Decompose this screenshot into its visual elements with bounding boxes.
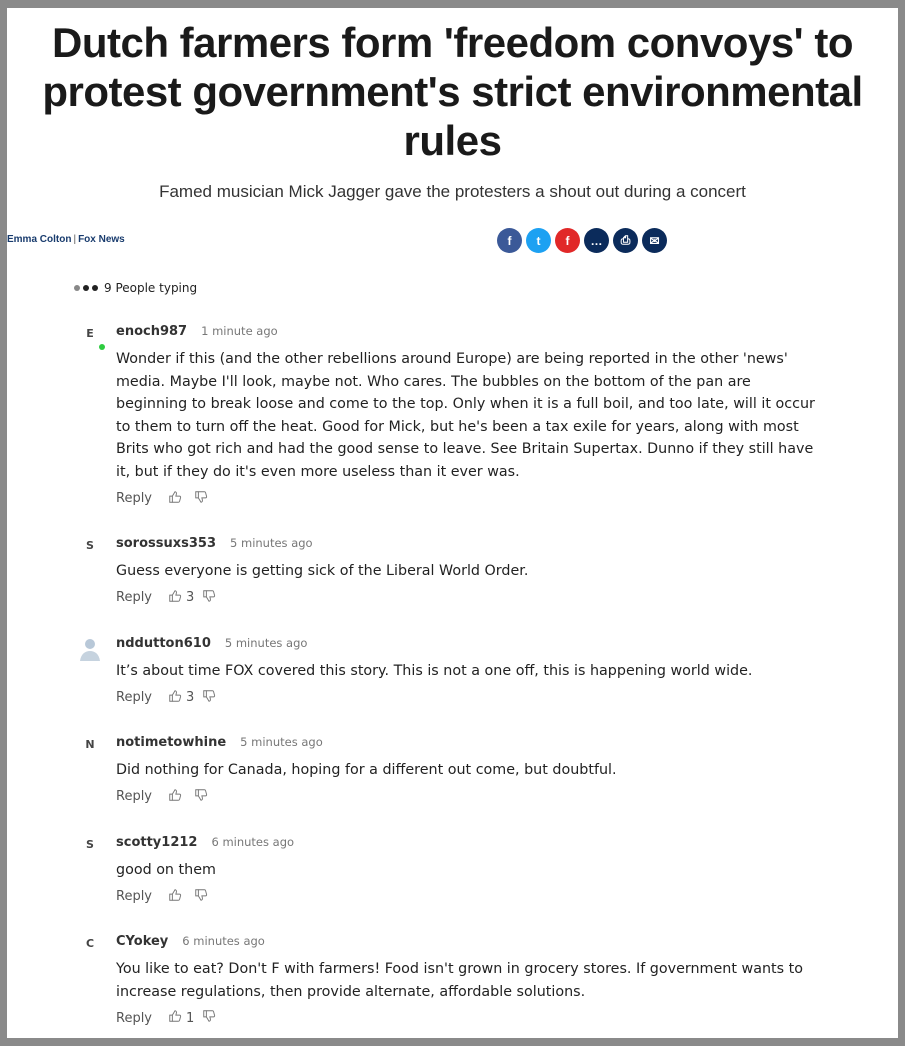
thumbs-up-icon — [168, 1009, 182, 1027]
typing-indicator — [74, 281, 197, 295]
outlet-link[interactable]: Fox News — [78, 234, 125, 245]
share-bar — [497, 228, 667, 253]
downvote-button[interactable] — [202, 689, 216, 707]
user-avatar[interactable]: C — [85, 937, 95, 950]
comment-username[interactable]: sorossuxs353 — [116, 536, 217, 551]
author-link[interactable]: Emma Colton — [7, 234, 72, 245]
comment-timestamp[interactable]: 5 minutes ago — [230, 536, 313, 550]
downvote-button[interactable] — [194, 490, 208, 508]
comment-timestamp[interactable]: 5 minutes ago — [224, 636, 308, 650]
comment-text: Wonder if this (and the other rebellions around Europe) are being reported in the other 'news' media. Maybe I'll look, maybe not. Who cares. The bubbles on the bottom of the pan are beginning to break loose and come to the top. Only when it is a full boil, and too late, will it occur to them to turn off the heat. Good for Mick, but he's been a tax exile for years, along with most Brits who got rich and had the good sense to leave. See Britain Supertax. Dunno if they still have it, but if they do it's even more useless than it ever was. — [116, 351, 815, 480]
thumbs-up-icon — [168, 689, 182, 707]
upvote-button[interactable] — [168, 589, 194, 607]
comment-timestamp[interactable]: 6 minutes ago — [211, 835, 295, 849]
article-subtitle: Famed musician Mick Jagger gave the protesters a shout out during a concert — [159, 182, 746, 201]
flipboard-icon[interactable]: f — [555, 228, 580, 253]
downvote-button[interactable] — [202, 589, 216, 607]
comments-icon[interactable]: … — [584, 228, 609, 253]
thumbs-down-icon — [194, 888, 208, 906]
thumbs-down-icon — [202, 1009, 216, 1027]
thumbs-up-icon — [168, 490, 182, 508]
thumbs-down-icon — [194, 490, 208, 508]
typing-label: 9 People typing — [104, 281, 198, 295]
reply-button[interactable]: Reply — [116, 889, 153, 905]
article-page — [7, 8, 898, 1038]
article-title: Dutch farmers form 'freedom convoys' to protest government's strict environmental rules — [42, 19, 863, 164]
thumbs-up-icon — [168, 788, 182, 806]
comment-username[interactable]: CYokey — [116, 934, 169, 949]
downvote-button[interactable] — [194, 888, 208, 906]
user-avatar[interactable]: S — [86, 838, 94, 851]
upvote-button[interactable] — [168, 1009, 194, 1027]
thumbs-down-icon — [202, 589, 216, 607]
email-icon[interactable]: ✉ — [642, 228, 667, 253]
twitter-icon[interactable]: t — [526, 228, 551, 253]
reply-button[interactable]: Reply — [116, 491, 153, 507]
user-avatar[interactable]: S — [86, 539, 94, 552]
comment-text: It’s about time FOX covered this story. This is not a one off, this is happening world wide. — [116, 663, 753, 679]
downvote-button[interactable] — [202, 1009, 216, 1027]
upvote-count: 3 — [186, 690, 195, 706]
user-avatar[interactable]: N — [85, 738, 95, 751]
thumbs-up-icon — [168, 589, 182, 607]
comment-text: Guess everyone is getting sick of the Liberal World Order. — [116, 563, 529, 579]
online-indicator — [99, 344, 105, 350]
upvote-button[interactable] — [168, 689, 194, 707]
thumbs-down-icon — [194, 788, 208, 806]
reply-button[interactable]: Reply — [116, 1010, 153, 1026]
upvote-count: 3 — [186, 590, 195, 606]
comment-username[interactable]: enoch987 — [116, 324, 188, 339]
comment-username[interactable]: scotty1212 — [116, 835, 198, 850]
comment-username[interactable]: notimetowhine — [116, 735, 227, 750]
comment-timestamp[interactable]: 1 minute ago — [201, 324, 278, 338]
thumbs-down-icon — [202, 689, 216, 707]
user-avatar[interactable]: E — [86, 327, 94, 340]
comment-timestamp[interactable]: 5 minutes ago — [240, 735, 323, 749]
upvote-button[interactable] — [168, 490, 186, 508]
comment-text: You like to eat? Don't F with farmers! Food isn't grown in grocery stores. If government wants to increase regulations, then provide alternate, affordable solutions. — [116, 961, 803, 1000]
upvote-button[interactable] — [168, 788, 186, 806]
typing-dots-icon — [74, 285, 98, 291]
comment-username[interactable]: nddutton610 — [116, 636, 211, 651]
comment-timestamp[interactable]: 6 minutes ago — [182, 934, 265, 948]
downvote-button[interactable] — [194, 788, 208, 806]
reply-button[interactable]: Reply — [116, 590, 153, 606]
comment-text: Did nothing for Canada, hoping for a different out come, but doubtful. — [116, 762, 617, 778]
reply-button[interactable]: Reply — [116, 789, 153, 805]
thumbs-up-icon — [168, 888, 182, 906]
print-icon[interactable]: ⎙ — [613, 228, 638, 253]
reply-button[interactable]: Reply — [116, 690, 153, 706]
comment-text: good on them — [116, 862, 216, 878]
upvote-button[interactable] — [168, 888, 186, 906]
byline: Emma Colton | Fox News — [7, 234, 125, 245]
facebook-icon[interactable]: f — [497, 228, 522, 253]
upvote-count: 1 — [186, 1010, 195, 1026]
user-avatar-icon[interactable] — [79, 636, 101, 662]
